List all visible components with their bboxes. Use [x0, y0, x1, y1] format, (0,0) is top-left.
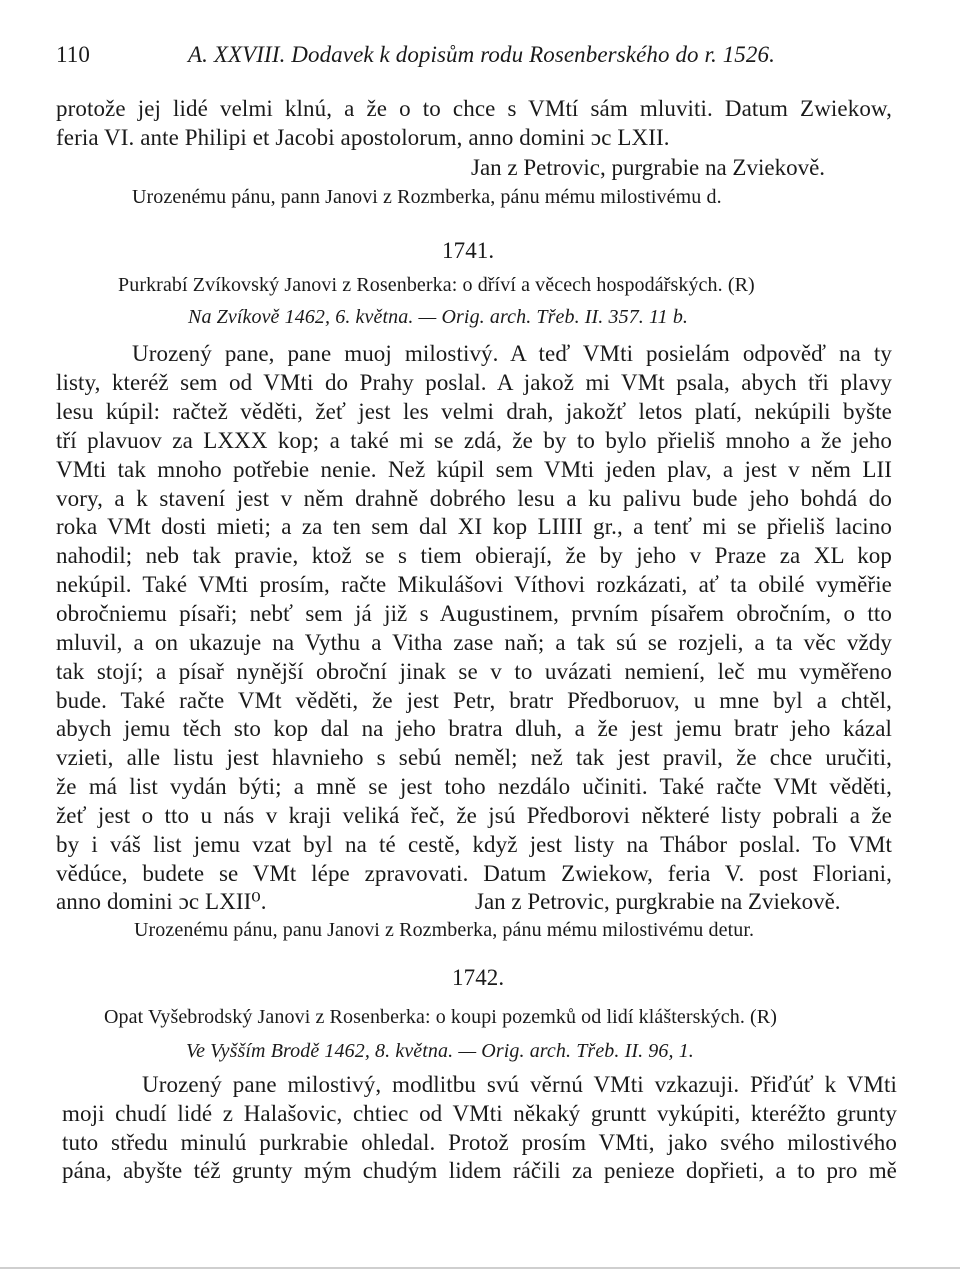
closing-date: anno domini ɔc LXII⁰.: [56, 889, 267, 914]
letter-source: Ve Vyšším Brodě 1462, 8. května. — Orig. arch. Třeb. II. 96, 1.: [186, 1040, 694, 1062]
text-line: roka VMt dosti mieti; a za ten sem dal XI kop LIIII gr., a tenť mi se přieliš lacino: [56, 514, 892, 539]
address-line: Urozenému pánu, pann Janovi z Rozmberka, pánu mému milostivému d.: [132, 186, 722, 208]
text-line: bude. Také račte VMt věděti, že jest Petr, bratr Předboruov, u mne byl a chtěl,: [56, 688, 892, 713]
letter-summary: Opat Vyšebrodský Janovi z Rosenberka: o koupi pozemků od lidí klášterských. (R): [104, 1006, 777, 1028]
text-line: že má list vydán býti; a mně se jest toho nezdálo učiniti. Také račte VMt věděti,: [56, 774, 892, 799]
text-line: tuto středu minulú purkrabie ohledal. Protož prosím VMti, jako svého milostivého: [62, 1130, 897, 1155]
text-line: lesu kúpil: račtež věděti, žeť jest les velmi drah, jakožť letos platí, nekúpili byšte: [56, 399, 892, 424]
page-number: 110: [56, 42, 90, 67]
text-line: vory, a k stavení jest v něm drahně dobrého lesu a ku palivu bude jeho bohdá do: [56, 486, 892, 511]
text-line: moji chudí lidé z Halašovic, chtiec od VMti někaký gruntt vykúpiti, kteréžto grunty: [62, 1101, 897, 1126]
text-line: nekúpil. Také VMti prosím, račte Mikulášovi Víthovi rozkázati, ať ta obilé vyměřie: [56, 572, 892, 597]
signature: Jan z Petrovic, purgkrabie na Zviekově.: [475, 889, 841, 914]
letter-number: 1741.: [442, 238, 495, 263]
text-line: nahodil; neb tak pravie, ktož se s tiem obierají, že by jeho v Praze za XL kop: [56, 543, 892, 568]
letter-source: Na Zvíkově 1462, 6. května. — Orig. arch. Třeb. II. 357. 11 b.: [188, 306, 689, 328]
text-line: tří plavuov za LXXX kop; a také mi se zdá, že by to bylo přieliš mnoho a že jeho: [56, 428, 892, 453]
text-line: Urozený pane milostivý, modlitbu svú věrnú VMti vzkazuji. Přiďúť k VMti: [142, 1072, 897, 1097]
text-line: tak stojí; a písař nynější obroční jinak se v to uvázati nemiení, leč mu vyměřeno: [56, 659, 892, 684]
text-line: feria VI. ante Philipi et Jacobi apostolorum, anno domini ɔc LXII.: [56, 125, 670, 150]
text-line: Urozený pane, pane muoj milostivý. A teď VMti posielám odpověď na ty: [132, 341, 892, 366]
page-edge-divider: [0, 1267, 960, 1269]
text-line: žeť jest o tto u nás v kraji veliká řeč, že jsú Předborovi některé listy pobrali a že: [56, 803, 892, 828]
signature: Jan z Petrovic, purgrabie na Zviekově.: [471, 155, 826, 180]
address-line: Urozenému pánu, panu Janovi z Rozmberka, pánu mému milostivému detur.: [134, 919, 755, 941]
text-line: obročniemu písaři; nebť sem já již s Augustinem, prvním písařem obročním, o tto: [56, 601, 892, 626]
running-title: A. XXVIII. Dodavek k dopisům rodu Rosenberského do r. 1526.: [188, 42, 775, 67]
text-line: listy, kteréž sem od VMti do Prahy poslal. A jakož mi VMt psala, abych tři plavy: [56, 370, 892, 395]
letter-summary: Purkrabí Zvíkovský Janovi z Rosenberka: o dříví a věcech hospodářských. (R): [118, 274, 755, 296]
text-line: pána, abyšte též grunty mým chudým lidem ráčili za penieze dopřieti, a to pro mě: [62, 1158, 897, 1183]
text-line: VMti tak mnoho potřebie nenie. Než kúpil sem VMti jeden plav, a jest v něm LII: [56, 457, 892, 482]
text-line: mluvil, a on ukazuje na Vythu a Vitha zase naň; a tak sú se rozjeli, a ta věc vždy: [56, 630, 892, 655]
text-line: vědúce, budete se VMt lépe zpravovati. Datum Zwiekow, feria V. post Floriani,: [56, 861, 892, 886]
letter-number: 1742.: [452, 965, 505, 990]
text-line: by i váš list jemu vzat byl na té cestě, když jest listy na Thábor poslal. To VMt: [56, 832, 892, 857]
text-line: abych jemu těch sto kop dal na jeho bratra dluh, a že jest jemu bratr jeho kázal: [56, 716, 892, 741]
text-line: vzieti, alle listu jest hlavnieho s sebú neměl; než tak jest pravil, že chce uručiti,: [56, 745, 892, 770]
text-line: protože jej lidé velmi klnú, a že o to chce s VMtí sám mluviti. Datum Zwiekow,: [56, 96, 892, 121]
